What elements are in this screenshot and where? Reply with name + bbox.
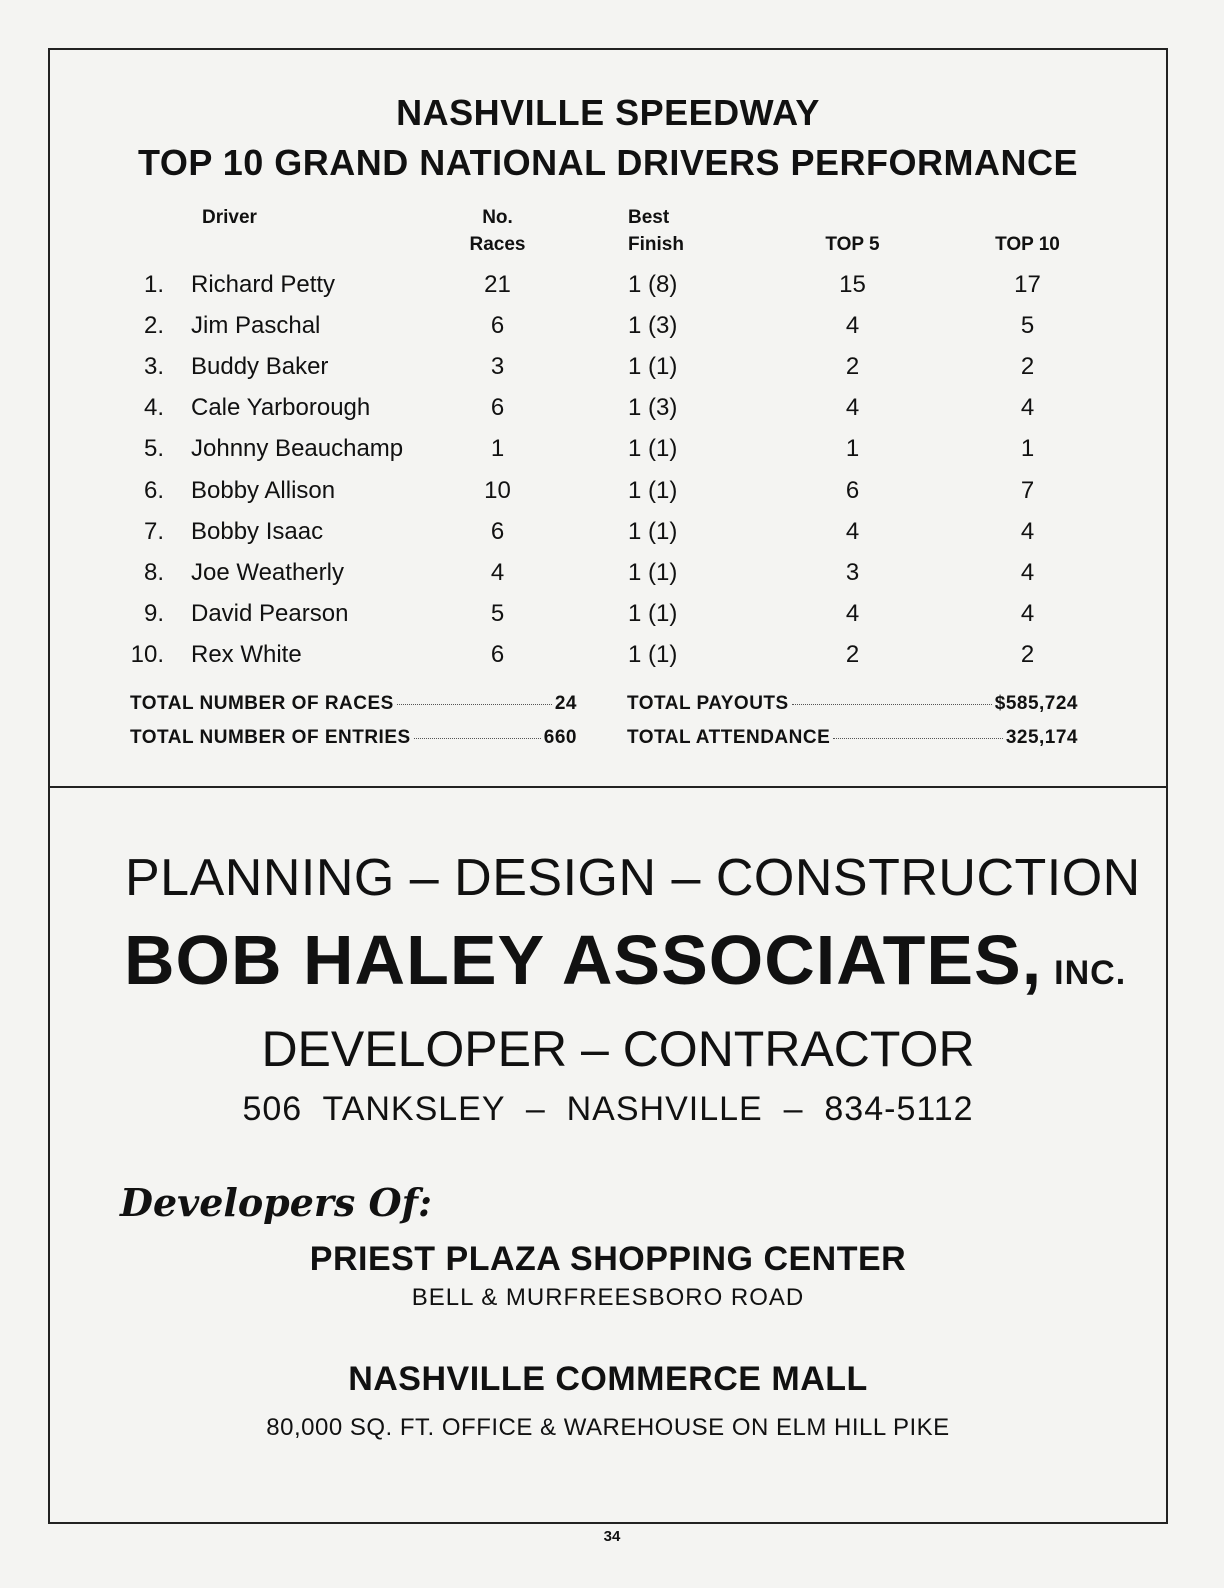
cell-top10: 7 (1020, 476, 1035, 504)
cell-rank: 1. (143, 271, 164, 298)
cell-rank: 3. (143, 353, 164, 381)
total-payouts-value: $585,724 (994, 693, 1078, 714)
cell-best: 1 (1) (628, 476, 678, 504)
company-name-text: BOB HALEY ASSOCIATES, (124, 921, 1043, 999)
header-top10: TOP 10 (995, 234, 1060, 255)
cell-races: 3 (490, 353, 505, 381)
cell-best: 1 (1) (628, 517, 678, 545)
cell-best: 1 (3) (628, 312, 678, 340)
total-races-label: TOTAL NUMBER OF RACES (130, 693, 394, 714)
cell-best: 1 (8) (628, 271, 678, 298)
ad-developers-of: Developers Of: (120, 1180, 433, 1225)
cell-top5: 15 (839, 271, 866, 298)
cell-best: 1 (1) (628, 558, 678, 586)
cell-top10: 4 (1020, 558, 1035, 586)
cell-top5: 4 (845, 599, 860, 627)
cell-best: 1 (1) (628, 353, 678, 381)
ad-project2-name: NASHVILLE COMMERCE MALL (348, 1360, 868, 1398)
cell-driver: Jim Paschal (191, 312, 321, 340)
header-best-line2: Finish (628, 234, 684, 255)
cell-best: 1 (1) (628, 599, 678, 627)
cell-top10: 17 (1014, 271, 1041, 298)
total-entries-value: 660 (543, 727, 577, 748)
ad-project2-detail: 80,000 SQ. FT. OFFICE & WAREHOUSE ON ELM HILL PIKE (266, 1414, 950, 1441)
cell-rank: 10. (130, 640, 164, 668)
cell-driver: Joe Weatherly (191, 558, 344, 586)
cell-rank: 8. (143, 558, 164, 586)
stats-title-line1: NASHVILLE SPEEDWAY (396, 92, 820, 133)
total-entries (130, 727, 577, 749)
table-row (0, 271, 1224, 312)
leader-dots (397, 704, 552, 705)
table-row (0, 641, 1224, 682)
cell-top10: 4 (1020, 517, 1035, 545)
cell-driver: Johnny Beauchamp (191, 435, 404, 463)
header-best-line1: Best (628, 207, 670, 228)
cell-races: 4 (490, 558, 505, 586)
header-driver: Driver (202, 207, 257, 228)
stats-title-line2: TOP 10 GRAND NATIONAL DRIVERS PERFORMANCE (138, 142, 1078, 183)
cell-races: 1 (490, 435, 505, 463)
cell-driver: David Pearson (191, 599, 349, 627)
leader-dots (414, 738, 541, 739)
total-races-value: 24 (554, 693, 577, 714)
cell-top10: 2 (1020, 640, 1035, 668)
cell-top10: 4 (1020, 394, 1035, 422)
cell-top5: 1 (845, 435, 860, 463)
leader-dots (833, 738, 1003, 739)
table-row (0, 600, 1224, 641)
cell-top10: 4 (1020, 599, 1035, 627)
cell-top5: 2 (845, 353, 860, 381)
total-entries-label: TOTAL NUMBER OF ENTRIES (130, 727, 411, 748)
cell-rank: 4. (143, 394, 164, 422)
cell-races: 5 (490, 599, 505, 627)
total-attendance-value: 325,174 (1005, 727, 1078, 748)
cell-rank: 7. (143, 517, 164, 545)
cell-races: 21 (484, 271, 511, 298)
cell-top5: 2 (845, 640, 860, 668)
cell-driver: Bobby Allison (191, 476, 336, 504)
header-races-line1: No. (482, 207, 513, 228)
ad-project1-detail: BELL & MURFREESBORO ROAD (411, 1284, 805, 1311)
table-row (0, 435, 1224, 476)
table-row (0, 394, 1224, 435)
table-row (0, 559, 1224, 600)
cell-driver: Richard Petty (191, 271, 336, 298)
ad-project1-name: PRIEST PLAZA SHOPPING CENTER (309, 1240, 907, 1278)
header-top5: TOP 5 (825, 234, 880, 255)
cell-top10: 2 (1020, 353, 1035, 381)
cell-top5: 3 (845, 558, 860, 586)
table-row (0, 353, 1224, 394)
cell-top5: 6 (845, 476, 860, 504)
cell-races: 6 (490, 517, 505, 545)
cell-races: 6 (490, 394, 505, 422)
ad-company-name (124, 920, 1126, 1000)
cell-top10: 1 (1020, 435, 1035, 463)
total-attendance-label: TOTAL ATTENDANCE (627, 727, 831, 748)
leader-dots (792, 704, 992, 705)
cell-rank: 6. (143, 476, 164, 504)
cell-rank: 2. (143, 312, 164, 340)
cell-races: 6 (490, 640, 505, 668)
ad-services-line: PLANNING – DESIGN – CONSTRUCTION (125, 849, 1141, 907)
table-row (0, 312, 1224, 353)
cell-driver: Rex White (191, 640, 302, 668)
cell-driver: Buddy Baker (191, 353, 329, 381)
page-number: 34 (603, 1528, 621, 1545)
cell-races: 10 (484, 476, 511, 504)
header-races-line2: Races (469, 234, 526, 255)
cell-top5: 4 (845, 517, 860, 545)
cell-top5: 4 (845, 312, 860, 340)
cell-rank: 9. (143, 599, 164, 627)
ad-address: 506 TANKSLEY – NASHVILLE – 834-5112 (242, 1090, 974, 1128)
total-payouts (627, 693, 1078, 715)
cell-driver: Cale Yarborough (191, 394, 371, 422)
section-divider (48, 786, 1168, 788)
cell-best: 1 (1) (628, 435, 678, 463)
table-row (0, 477, 1224, 518)
table-row (0, 518, 1224, 559)
total-attendance (627, 727, 1078, 749)
cell-races: 6 (490, 312, 505, 340)
company-suffix: INC. (1054, 954, 1127, 992)
cell-rank: 5. (143, 435, 164, 463)
cell-best: 1 (3) (628, 394, 678, 422)
cell-driver: Bobby Isaac (191, 517, 324, 545)
cell-top10: 5 (1020, 312, 1035, 340)
total-races (130, 693, 577, 715)
cell-best: 1 (1) (628, 640, 678, 668)
total-payouts-label: TOTAL PAYOUTS (627, 693, 789, 714)
ad-role-line: DEVELOPER – CONTRACTOR (261, 1021, 975, 1077)
cell-top5: 4 (845, 394, 860, 422)
